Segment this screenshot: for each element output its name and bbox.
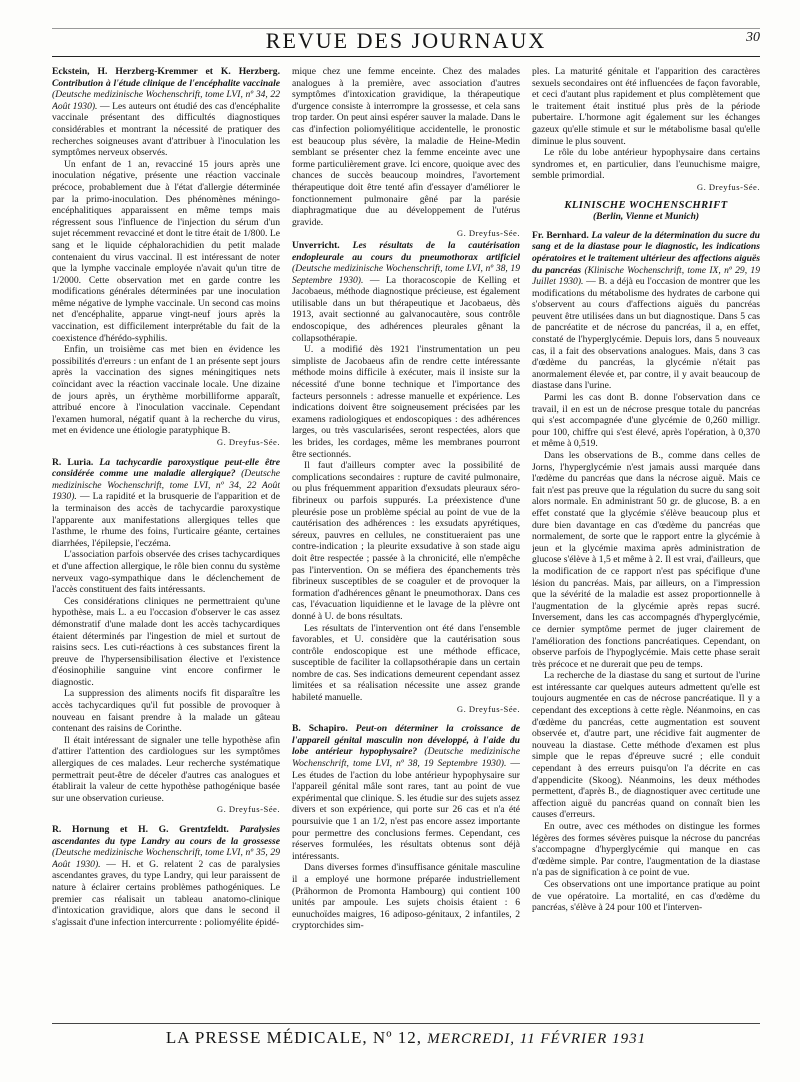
article-schapiro	[292, 723, 520, 932]
article-source: (Deutsche medizinische Wochenschrift, tome LVI, nº 34, 22 Août 1930).	[52, 468, 280, 503]
article-text: — La thoracoscopie de Kelling et Jacobaeus, méthode diagnostique précieuse, est également utilisable dans un but thérapeutique et Jacobaeus, dès 1913, avait sectionné au galvanocautère, sous contrôle endoscopique, des adhérences pleurales gênant la collapsothérapie.	[292, 274, 520, 344]
article-paragraph: ples. La maturité génitale et l'apparition des caractères sexuels secondaires ont été influencées de façon favorable, et ceci d'autant plus rapidement et plus complètement que le traitement était institué plus près de la période pubertaire. L'hormone agit également sur les échanges gazeux qu'elle stimule et sur le métabolisme basal qu'elle diminue le plus souvent.	[532, 66, 760, 147]
article-hornung	[52, 824, 280, 928]
article-paragraph: Dans les observations de B., comme dans celles de Jorns, l'hyperglycémie n'est jamais aussi marquée dans l'œdème du pancréas que dans la nécrose aiguë. Mais ce fait n'est pas preuve que la régulation du sucre du sang soit alors normale. En administrant 50 gr. de glucose, B. a en effet constaté que la glycémie s'élève beaucoup plus et dure bien davantage en cas d'œdème du pancréas que normalement, de sorte que le rapport entre la glycémie à jeun et la glycémie maxima après administration de glucose s'élève à 1,5 et même à 2. Il est vrai, d'ailleurs, que la modification de ce rapport n'est pas spécifique d'une lésion du pancréas. Mais, par ailleurs, on a l'impression que la sévérité de la maladie est assez proportionnelle à l'augmentation de la glycémie après repas sucré. Inversement, dans les cas accompagnés d'hyperglycémie, ce dernier symptôme permet de juger clairement de l'amélioration des fonctions pancréatiques. Cependant, on observe parfois de l'hypoglycémie. Mais cette phase serait très précoce et ne durerait que peu de temps.	[532, 450, 760, 670]
article-paragraph: La recherche de la diastase du sang et surtout de l'urine est intéressante car quelques auteurs admettent qu'elle est toujours augmentée en cas de nécrose pancréatique. Il y a cependant des exceptions à cette règle. Néanmoins, en cas d'œdème du pancréas, cette augmentation est souvent observée et, d'autre part, une récidive fait augmenter de nouveau la diastase. Cette méthode d'examen est plus simple que le repas d'épreuve sucré ; elle conduit cependant à des erreurs puisqu'on l'a décrite en cas d'appendicite (Skoog). Néanmoins, les deux méthodes permettent, d'après B., de diagnostiquer avec certitude une affection aiguë du pancréas quand on connaît bien les causes d'erreurs.	[532, 670, 760, 821]
article-paragraph: Parmi les cas dont B. donne l'observation dans ce travail, il en est un de nécrose presque totale du pancréas qui s'est accompagnée d'une glycémie de 0,260 milligr. pour 100, chiffre qui s'est élevé, après l'opération, à 0,370 et même à 0,519.	[532, 392, 760, 450]
article-unverricht	[292, 240, 520, 715]
article-text: — La rapidité et la brusquerie de l'apparition et de la terminaison des accès de tachycardie paroxystique l'apparente aux manifestations allergiques telles que l'asthme, le rhume des foins, l'urticaire géante, certaines diarrhées, l'épilepsie, l'eczéma.	[52, 491, 280, 549]
article-source: (Klinische Wochenschrift, tome IX, nº 29, 19 Juillet 1930).	[532, 264, 760, 288]
column-2	[292, 66, 520, 966]
article-paragraph: U. a modifié dès 1921 l'instrumentation un peu simpliste de Jacobaeus afin de rendre cette intéressante méthode moins difficile à exécuter, mais il insiste sur la nécessité d'une bonne technique et l'importance des facteurs personnels : adresse manuelle et expérience. Les indications doivent être soigneusement précisées par les examens radiologiques et endoscopiques : des adhérences larges, ou très vascularisées, seront respectées, alors que les brides, les cordages, même les membranes pourront être sectionnés.	[292, 344, 520, 460]
article-title: Peut-on déterminer la croissance de l'appareil génital masculin non développé, à l'aide du lobe antérieur hypophysaire?	[292, 723, 520, 758]
article-signature: G. Dreyfus-Sée.	[696, 181, 760, 192]
article-text: — Les études de l'action du lobe antérieur hypophysaire sur l'appareil génital mâle sont rares, tant au point de vue expérimental que clinique. S. les étudie sur des sujets assez divers et son expérience, qui porte sur 26 cas et n'a été poursuivie que 1 an 1/2, n'est pas encore assez importante pour permettre des conclusions fermes. Cependant, ces réserves formulées, les résultats obtenus sont déjà intéressants.	[292, 758, 520, 862]
article-paragraph: En outre, avec ces méthodes on distingue les formes légères des formes sévères puisque la nécrose du pancréas s'accompagne d'hyperglycémie qui manque en cas d'œdème simple. Par contre, l'augmentation de la diastase n'a pas de signification à ce point de vue.	[532, 821, 760, 879]
article-authors: R. Hornung et H. G. Grentzfeldt.	[52, 824, 229, 835]
article-luria	[52, 457, 280, 816]
article-heading	[52, 66, 280, 159]
article-paragraph: mique chez une femme enceinte. Chez des malades analogues à la première, avec association d'autres symptômes d'intoxication gravidique, la thérapeutique d'urgence consiste à interrompre la grossesse, et cela sans trop tarder. On peut ainsi espérer sauver la malade. Dans le cas d'infection poliomyélitique accidentelle, le pronostic est beaucoup plus sévère, la maladie de Heine-Medin semblant se présenter chez la femme enceinte avec une forme particulièrement grave. Ici encore, quoique avec des chances de succès beaucoup moindres, l'avortement thérapeutique doit être tenté afin d'essayer d'améliorer le fonctionnement pulmonaire gêné par la parésie diaphragmatique due au développement de l'utérus gravide.	[292, 66, 520, 228]
article-title: Les résultats de la cautérisation endopleurale au cours du pneumothorax artificiel	[292, 239, 520, 263]
article-heading	[532, 230, 760, 392]
article-title: La valeur de la détermination du sucre du sang et de la diastase pour le diagnostic, les indications opératoires et le traitement ultérieur des affections aiguës du pancréas	[532, 229, 760, 276]
article-heading	[52, 824, 280, 928]
article-heading	[292, 240, 520, 344]
article-authors: R. Luria.	[52, 456, 94, 468]
article-paragraph: Il faut d'ailleurs compter avec la possibilité de complications secondaires : rupture de cavité pulmonaire, ou plus fréquemment apparition d'exsudats pleuraux séro-fibrineux ou parfois suppurés. La préexistence d'une pleurésie pose un problème spécial au point de vue de la cautérisation des adhérences : les exsudats apyrétiques, séreux, pauvres en cellules, ne constitueraient pas une contre-indication ; la pleurite exsudative à son stade aigu doit être respectée ; passée à la chronicité, elle n'empêche pas l'intervention. On se méfiera des épanchements très fibrineux susceptibles de se coaguler et de provoquer la formation d'adhérences gênant le pneumothorax. Dans ces cas, l'évacuation liquidienne et le lavage de la plèvre ont donné à U. de bons résultats.	[292, 460, 520, 622]
article-paragraph: Il était intéressant de signaler une telle hypothèse afin d'attirer l'attention des cardiologues sur les symptômes allergiques de ces malades. Leur recherche systématique permettrait peut-être de déceler d'autres cas analogues et établirait la valeur de cette hypothèse pathogénique basée sur une observation curieuse.	[52, 734, 280, 804]
article-paragraph: L'association parfois observée des crises tachycardiques et d'une affection allergique, le rôle bien connu du système nerveux vago-sympathique dans le déclenchement de l'accès constituent des faits intéressants.	[52, 549, 280, 596]
journal-section-subtitle: (Berlin, Vienne et Munich)	[592, 212, 700, 223]
article-source: (Deutsche medizinische Wochenschrift, tome LVI, nº 35, 29 Août 1930).	[52, 847, 280, 870]
page-footer	[52, 1023, 760, 1050]
column-3	[532, 66, 760, 966]
running-title: REVUE DES JOURNAUX	[265, 28, 547, 53]
footer-journal: LA PRESSE MÉDICALE, Nº 12,	[165, 1028, 422, 1047]
article-paragraph: Ces considérations cliniques ne permettraient qu'une hypothèse, mais L. a eu l'occasion d'observer le cas assez démonstratif d'une malade dont les accès tachycardiques étaient déterminés par l'ingestion de miel et surtout de raisins secs. Les cuti-réactions à ces substances firent la preuve de l'hypersensibilisation élective et l'existence d'éosinophilie sanguine vint encore confirmer le diagnostic.	[52, 595, 280, 688]
article-heading	[52, 457, 280, 550]
article-authors: Eckstein, H. Herzberg-Kremmer et K. Herzberg.	[52, 66, 280, 77]
article-text: — Les auteurs ont étudié des cas d'encéphalite vaccinale présentant des difficultés diagnostiques considérables et montrant la nécessité de pratiquer des recherches soigneuses avant d'attribuer à l'inoculation les symptômes nerveux observés.	[52, 100, 280, 159]
page-number: 30	[746, 30, 760, 45]
article-paragraph: Enfin, un troisième cas met bien en évidence les possibilités d'erreurs : un enfant de 1 an présente sept jours après la vaccination des signes méningitiques nets coïncidant avec la réaction vaccinale locale. Une dizaine de jours après, un érythème morbilliforme apparaît, attribué encore à l'inoculation vaccinale. Cependant l'examen humoral, négatif quant à la recherche du virus, met en évidence une étiologie paratyphique B.	[52, 344, 280, 437]
article-source: (Deutsche medizinische Wochenschrift, tome LVI, nº 38, 19 Septembre 1930).	[292, 263, 520, 286]
article-title: La tachycardie paroxystique peut-elle être considérée comme une maladie allergique?	[52, 456, 280, 480]
journal-section-title: KLINISCHE WOCHENSCHRIFT	[564, 199, 728, 211]
article-eckstein	[52, 66, 280, 449]
article-signature: G. Dreyfus-Sée.	[456, 228, 520, 239]
article-source: (Deutsche medizinische Wochenschrift, tome LVI, nº 38, 19 Septembre 1930).	[292, 746, 520, 770]
footer-date: MERCREDI, 11 FÉVRIER 1931	[427, 1031, 647, 1047]
article-source: (Deutsche medizinische Wochenschrift, tome LVI, nº 34, 22 Août 1930).	[52, 89, 280, 112]
article-signature: G. Dreyfus-Sée.	[456, 703, 520, 714]
article-authors: Fr. Bernhard.	[532, 229, 589, 241]
article-authors: B. Schapiro.	[292, 723, 348, 735]
article-paragraph: Un enfant de 1 an, revacciné 15 jours après une inoculation négative, présente une réaction vaccinale précoce, probablement due à l'état d'allergie déterminée par la primo-inoculation. Des phénomènes méningo-encéphalitiques apparaissent en même temps mais régressent sous l'influence de l'injection du sérum d'un sujet récemment revacciné et dont le titre était de 1/800. Le sang et le liquide céphalorachidien du petit malade contenaient du virus vaccinal. Il est intéressant de noter que la lymphe vaccinale employée n'avait qu'un titre de 1/2000. Cette observation met en garde contre les modifications générales déterminées par une inoculation même négative de lymphe vaccinale. Un second cas moins net d'encéphalite, apparue vingt-neuf jours après la vaccination, est difficilement interprétable du fait de la coexistence d'hérédo-syphilis.	[52, 158, 280, 344]
article-paragraph: La suppression des aliments nocifs fit disparaître les accès tachycardiques qu'il fut possible de provoquer à nouveau en faisant prendre à la malade un gâteau contenant des raisins de Corinthe.	[52, 688, 280, 735]
article-columns	[52, 66, 760, 966]
article-signature: G. Dreyfus-Sée.	[216, 804, 280, 815]
article-paragraph: Les résultats de l'intervention ont été dans l'ensemble favorables, et U. considère que la cautérisation sous contrôle endoscopique est une méthode efficace, susceptible de faciliter la collapsothérapie dans un certain nombre de cas. Ses indications demeurent cependant assez limitées et sa réalisation nécessite une assez grande habileté manuelle.	[292, 622, 520, 704]
article-heading	[292, 723, 520, 862]
article-title: Paralysies ascendantes du type Landry au cours de la grossesse	[52, 824, 280, 847]
article-text: — H. et G. relatent 2 cas de paralysies ascendantes graves, du type Landry, qui leur paraissent de nature à éclairer certains problèmes pathogéniques. Le premier cas réalisait un tableau anatomo-clinique d'intoxication gravidique, alors que dans le second il s'agissait d'une infection intercurrente : poliomyélite épidé-	[52, 858, 280, 928]
page-header	[52, 22, 760, 57]
article-text: — B. a déjà eu l'occasion de montrer que les modifications du métabolisme des hydrates de carbone qui s'observent au cours d'affections aiguës du pancréas peuvent être utilisées dans un but diagnostique. Dans 5 cas de pancréatite et de nécrose du pancréas, il a, en effet, constaté de l'hyperglycémie. Depuis lors, dans 5 nouveaux cas, il a fait des observations analogues. Mais, dans 3 cas d'œdème du pancréas, la glycémie n'était pas anormalement élevée et, par contre, il y avait beaucoup de diastase dans l'urine.	[532, 276, 760, 392]
article-bernhard	[532, 230, 760, 914]
article-authors: Unverricht.	[292, 239, 340, 251]
column-1	[52, 66, 280, 966]
article-paragraph: Ces observations ont une importance pratique au point de vue opératoire. La mortalité, en cas d'œdème du pancréas, s'élève à 24 pour 100 et l'interven-	[532, 878, 760, 914]
article-signature: G. Dreyfus-Sée.	[216, 437, 280, 447]
article-title: Contribution à l'étude clinique de l'encéphalite vaccinale	[52, 77, 280, 89]
article-paragraph: Le rôle du lobe antérieur hypophysaire dans certains syndromes et, en particulier, dans l'eunuchisme maigre, semble primordial.	[532, 147, 760, 182]
footer-line	[52, 1028, 760, 1048]
article-paragraph: Dans diverses formes d'insuffisance génitale masculine il a employé une hormone préparée industriellement (Prähormon de Promonta Hambourg) qui contient 100 unités par ampoule. Les sujets choisis étaient : 6 eunuchoïdes maigres, 16 adiposo-génitaux, 2 infantiles, 2 cryptorchides sim-	[292, 862, 520, 932]
